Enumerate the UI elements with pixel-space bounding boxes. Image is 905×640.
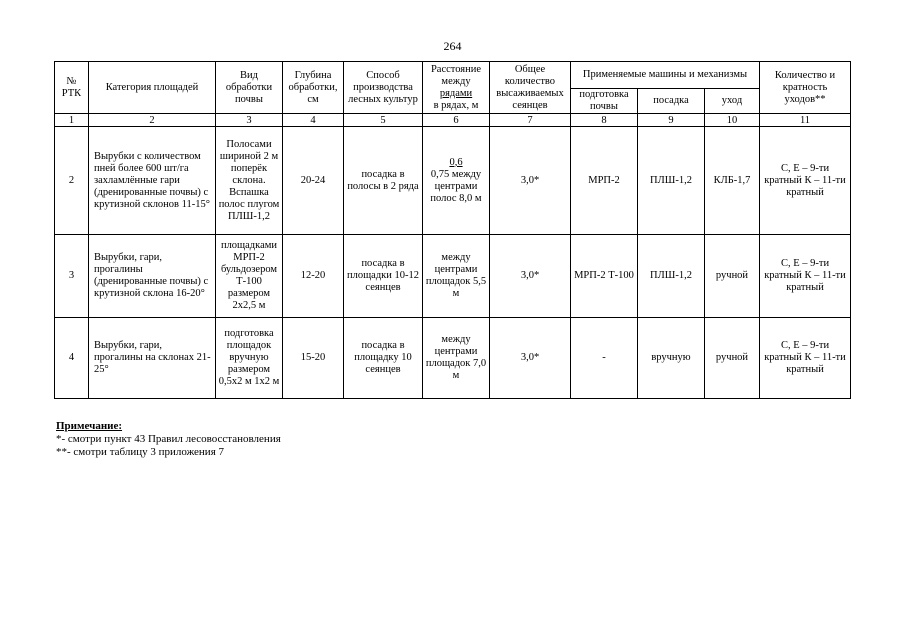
cell-soil-preparation: МРП-2 Т-100 (571, 235, 638, 318)
notes-section (56, 420, 281, 459)
cell-care-count: С, Е – 9-ти кратный К – 11-ти кратный (760, 235, 851, 318)
cell-care: ручной (705, 318, 760, 399)
column-number: 4 (283, 114, 344, 127)
header-spacing (423, 62, 490, 114)
header-soil-treatment: Вид обработки почвы (216, 62, 283, 114)
table-row (55, 318, 851, 399)
header-treatment-depth: Глубина обработки, см (283, 62, 344, 114)
cell-treatment-depth: 12-20 (283, 235, 344, 318)
cell-soil-preparation: - (571, 318, 638, 399)
column-number: 5 (344, 114, 423, 127)
column-number: 9 (638, 114, 705, 127)
cell-spacing: между центрами площадок 7,0 м (423, 318, 490, 399)
cell-area-category: Вырубки с количеством пней более 600 шт/га захламлённые гари (дренированные почвы) с крутизной склонов 11-15° (89, 127, 216, 235)
cell-seedling-count: 3,0* (490, 127, 571, 235)
cell-soil-preparation: МРП-2 (571, 127, 638, 235)
header-spacing-rows: рядами (439, 87, 473, 99)
cell-planting: вручную (638, 318, 705, 399)
cell-area-category: Вырубки, гари, прогалины (дренированные почвы) с крутизной склона 16-20° (89, 235, 216, 318)
header-care-count: Количество и кратность уходов** (760, 62, 851, 114)
cell-production-method: посадка в площадку 10 сеянцев (344, 318, 423, 399)
cell-soil-treatment: площадками МРП-2 бульдозером Т-100 размером 2х2,5 м (216, 235, 283, 318)
forest-culture-table (54, 61, 851, 399)
cell-care: ручной (705, 235, 760, 318)
note-item: *- смотри пункт 43 Правил лесовосстановления (56, 433, 281, 445)
column-number: 8 (571, 114, 638, 127)
cell-spacing: между центрами площадок 5,5 м (423, 235, 490, 318)
column-number-row (55, 114, 851, 127)
cell-treatment-depth: 15-20 (283, 318, 344, 399)
cell-soil-treatment: подготовка площадок вручную размером 0,5х2 м 1х2 м (216, 318, 283, 399)
cell-seedling-count: 3,0* (490, 318, 571, 399)
column-number: 10 (705, 114, 760, 127)
header-care: уход (705, 89, 760, 114)
header-spacing-line1: Расстояние между (430, 63, 482, 87)
column-number: 6 (423, 114, 490, 127)
cell-planting: ПЛШ-1,2 (638, 127, 705, 235)
cell-care: КЛБ-1,7 (705, 127, 760, 235)
cell-spacing-rest: 0,75 между центрами полос 8,0 м (430, 168, 482, 204)
column-number: 7 (490, 114, 571, 127)
column-number: 2 (89, 114, 216, 127)
cell-rtk-number: 4 (55, 318, 89, 399)
header-rtk-number: № РТК (55, 62, 89, 114)
page-number: 264 (443, 39, 462, 53)
cell-care-count: С, Е – 9-ти кратный К – 11-ти кратный (760, 127, 851, 235)
cell-spacing-rows: 0,6 (449, 156, 463, 168)
cell-production-method: посадка в полосы в 2 ряда (344, 127, 423, 235)
note-item: **- смотри таблицу 3 приложения 7 (56, 446, 225, 458)
header-seedling-count: Общее количество высаживаемых сеянцев (490, 62, 571, 114)
header-area-category: Категория площадей (89, 62, 216, 114)
cell-seedling-count: 3,0* (490, 235, 571, 318)
notes-title: Примечание: (56, 420, 123, 432)
cell-soil-treatment: Полосами шириной 2 м поперёк склона. Вспашка полос плугом ПЛШ-1,2 (216, 127, 283, 235)
header-spacing-in-rows: в рядах, м (433, 99, 479, 111)
cell-planting: ПЛШ-1,2 (638, 235, 705, 318)
header-soil-preparation: подготовка почвы (571, 89, 638, 114)
cell-care-count: С, Е – 9-ти кратный К – 11-ти кратный (760, 318, 851, 399)
table-row (55, 127, 851, 235)
column-number: 11 (760, 114, 851, 127)
cell-treatment-depth: 20-24 (283, 127, 344, 235)
cell-production-method: посадка в площадки 10-12 сеянцев (344, 235, 423, 318)
column-number: 3 (216, 114, 283, 127)
table-row (55, 235, 851, 318)
cell-spacing (423, 127, 490, 235)
cell-area-category: Вырубки, гари, прогалины на склонах 21-25° (89, 318, 216, 399)
header-production-method: Способ производства лесных культур (344, 62, 423, 114)
cell-rtk-number: 2 (55, 127, 89, 235)
header-machinery-group: Применяемые машины и механизмы (571, 62, 760, 89)
column-number: 1 (55, 114, 89, 127)
cell-rtk-number: 3 (55, 235, 89, 318)
header-planting: посадка (638, 89, 705, 114)
